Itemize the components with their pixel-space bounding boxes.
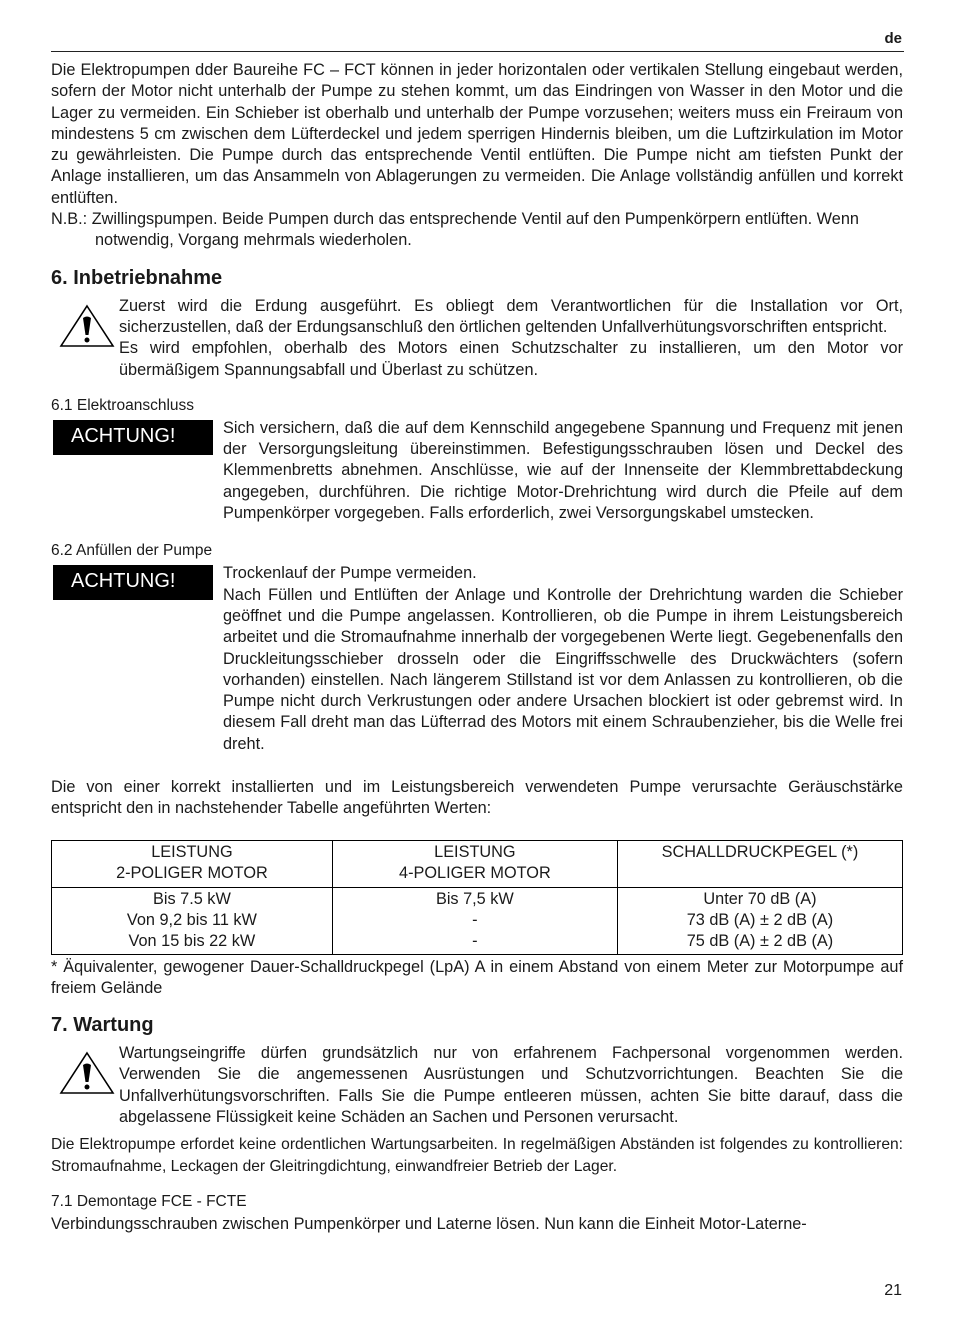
section-6-2-title: 6.2 Anfüllen der Pumpe [51, 542, 213, 560]
cell-value: Unter 70 dB (A) [703, 889, 817, 908]
page-number: 21 [884, 1282, 902, 1299]
table-cell [52, 887, 333, 954]
cell-value: Bis 7,5 kW [435, 889, 514, 908]
intro-paragraph: Die Elektropumpen dder Baureihe FC – FCT können in jeder horizontalen oder vertikalen Stellung eingebaut werden, sofern der Motor nicht unterhalb der Pumpe zu stehen kommt, um das Eindringen von Wasser in den Motor und die Lager zu vermeiden. Ein Schieber ist oberhalb und unterhalb der Pumpe vorzusehen; weiters muss ein Freiraum von mindestens 5 cm zwischen dem Lüfterdeckel und jedem sperrigen Hindernis bleiben, um die Luftzirkulation im Motor zu gewährleisten. Die Pumpe durch das entsprechende Ventil entlüften. Die Pumpe nicht am tiefsten Punkt der Anlage installieren, um das Ansammeln von Ablagerungen zu vermeiden. Die Anlage vollständig anfüllen und korrekt entlüften. [51, 61, 903, 207]
noise-intro: Die von einer korrekt installierten und im Leistungsbereich verwendeten Pumpe verursachte Geräuschstärke entspricht den in nachstehender Tabelle angeführten Werten: [51, 778, 903, 818]
cell-value: 75 dB (A) ± 2 dB (A) [686, 932, 834, 951]
section-6-1-block [51, 418, 903, 524]
achtung-badge: ACHTUNG! [53, 420, 213, 455]
table-cell [332, 887, 617, 954]
page-content [51, 60, 903, 1235]
table-header-cell [52, 840, 333, 887]
cell-value: Von 15 bis 22 kW [128, 932, 256, 951]
header-line: LEISTUNG [151, 842, 233, 861]
header-line: 2-POLIGER MOTOR [116, 863, 268, 882]
section-7-warning-text: Wartungseingriffe dürfen grundsätzlich nur von erfahrenem Fachpersonal vorgenommen werden. Verwenden Sie die angemessenen Ausrüstungen und Schutzvorrichtungen. Beachten Sie die Unfallverhütungsvorschriften. Falls Sie die Pumpe entleeren müssen, achten Sie bitte darauf, dass die abgelassene Flüssigkeit keine Schäden an Sachen und Personen verursacht. [119, 1044, 903, 1126]
table-cell [617, 887, 902, 954]
section-7-1-title: 7.1 Demontage FCE - FCTE [51, 1192, 247, 1210]
header-rule [51, 51, 904, 52]
header-line: SCHALLDRUCKPEGEL (*) [661, 842, 859, 861]
table-header-cell [332, 840, 617, 887]
cell-value: Bis 7.5 kW [153, 889, 231, 908]
section-6-2-line-1: Trockenlauf der Pumpe vermeiden. [223, 564, 477, 583]
warning-triangle-icon [57, 304, 117, 348]
section-6-1-text: Sich versichern, daß die auf dem Kennschild angegebene Spannung und Frequenz mit jenen der Versorgungsleitung übereinstimmen. Befestigungsschrauben lösen und Deckel des Klemmenbretts abnehmen. Anschlüsse, wie auf der Innenseite der Klemmbrettabdeckung angegeben, durchführen. Die richtige Motor-Drehrichtung wird durch die Pfeile auf dem Pumpenkörper vorgegeben. Falls erforderlich, zwei Versorgungskabel umstecken. [223, 418, 903, 523]
section-7-1-text: Verbindungsschrauben zwischen Pumpenkörper und Laterne lösen. Nun kann die Einheit Motor-Laterne- [51, 1214, 807, 1233]
section-7-text: Die Elektropumpe erfordet keine ordentlichen Wartungsarbeiten. In regelmäßigen Abständen ist folgendes zu kontrollieren: Stromaufnahme, Leckagen der Gleitringdichtung, einwandfreier Betrieb der Lager. [51, 1136, 903, 1175]
language-label: de [884, 30, 902, 47]
header-line: 4-POLIGER MOTOR [399, 863, 551, 882]
noise-table [51, 840, 903, 955]
section-6-warning-text-1: Zuerst wird die Erdung ausgeführt. Es obliegt dem Verantwortlichen für die Installation vor Ort, sicherzustellen, daß der Erdungsanschluß den örtlichen geltenden Unfallverhütungsvorschriften entspricht. [119, 296, 903, 336]
table-row [52, 887, 903, 954]
section-6-1-title: 6.1 Elektroanschluss [51, 396, 195, 414]
section-6-title: 6. Inbetriebnahme [51, 266, 223, 289]
achtung-badge: ACHTUNG! [53, 565, 213, 600]
section-7-title: 7. Wartung [51, 1014, 154, 1037]
section-6-warning [51, 296, 903, 381]
table-header-row [52, 840, 903, 887]
cell-value: Von 9,2 bis 11 kW [126, 910, 257, 929]
cell-value: - [472, 910, 478, 929]
cell-value: - [472, 932, 478, 951]
note-paragraph: N.B.: Zwillingspumpen. Beide Pumpen durch das entsprechende Ventil auf den Pumpenkörpern entlüften. Wenn notwendig, Vorgang mehrmals wiederholen. [51, 210, 859, 250]
header-line: LEISTUNG [434, 842, 516, 861]
section-6-2-block [51, 563, 903, 755]
cell-value: 73 dB (A) ± 2 dB (A) [686, 910, 834, 929]
section-6-2-text: Nach Füllen und Entlüften der Anlage und Kontrolle der Drehrichtung warden die Schieber geöffnet und die Pumpe angelassen. Kontrollieren, ob die Pumpe in ihrem Leistungsbereich arbeitet und die Stromaufnahme innerhalb der vorgegebenen Werte liegt. Gegebenenfalls den Druckleitungsschieber drosseln oder die Eingriffsschwelle des Druckwächters (sofern vorhanden) einstellen. Nach längerem Stillstand ist vor dem Anlassen zu kontrollieren, ob die Pumpe nicht durch Verkrustungen oder andere Ursachen blockiert ist oder gebremst wird. In diesem Fall dreht man das Lüfterrad des Motors mit einem Schraubenzieher, bis die Welle frei dreht. [223, 585, 903, 753]
section-7-warning [51, 1043, 903, 1128]
warning-triangle-icon [57, 1051, 117, 1095]
table-header-cell [617, 840, 902, 887]
table-footnote: * Äquivalenter, gewogener Dauer-Schalldruckpegel (LpA) A in einem Abstand von einem Meter zur Motorpumpe auf freiem Gelände [51, 957, 903, 997]
section-6-warning-text-2: Es wird empfohlen, oberhalb des Motors einen Schutzschalter zu installieren, um den Motor vor übermäßigem Spannungsabfall und Überlast zu schützen. [119, 339, 903, 379]
